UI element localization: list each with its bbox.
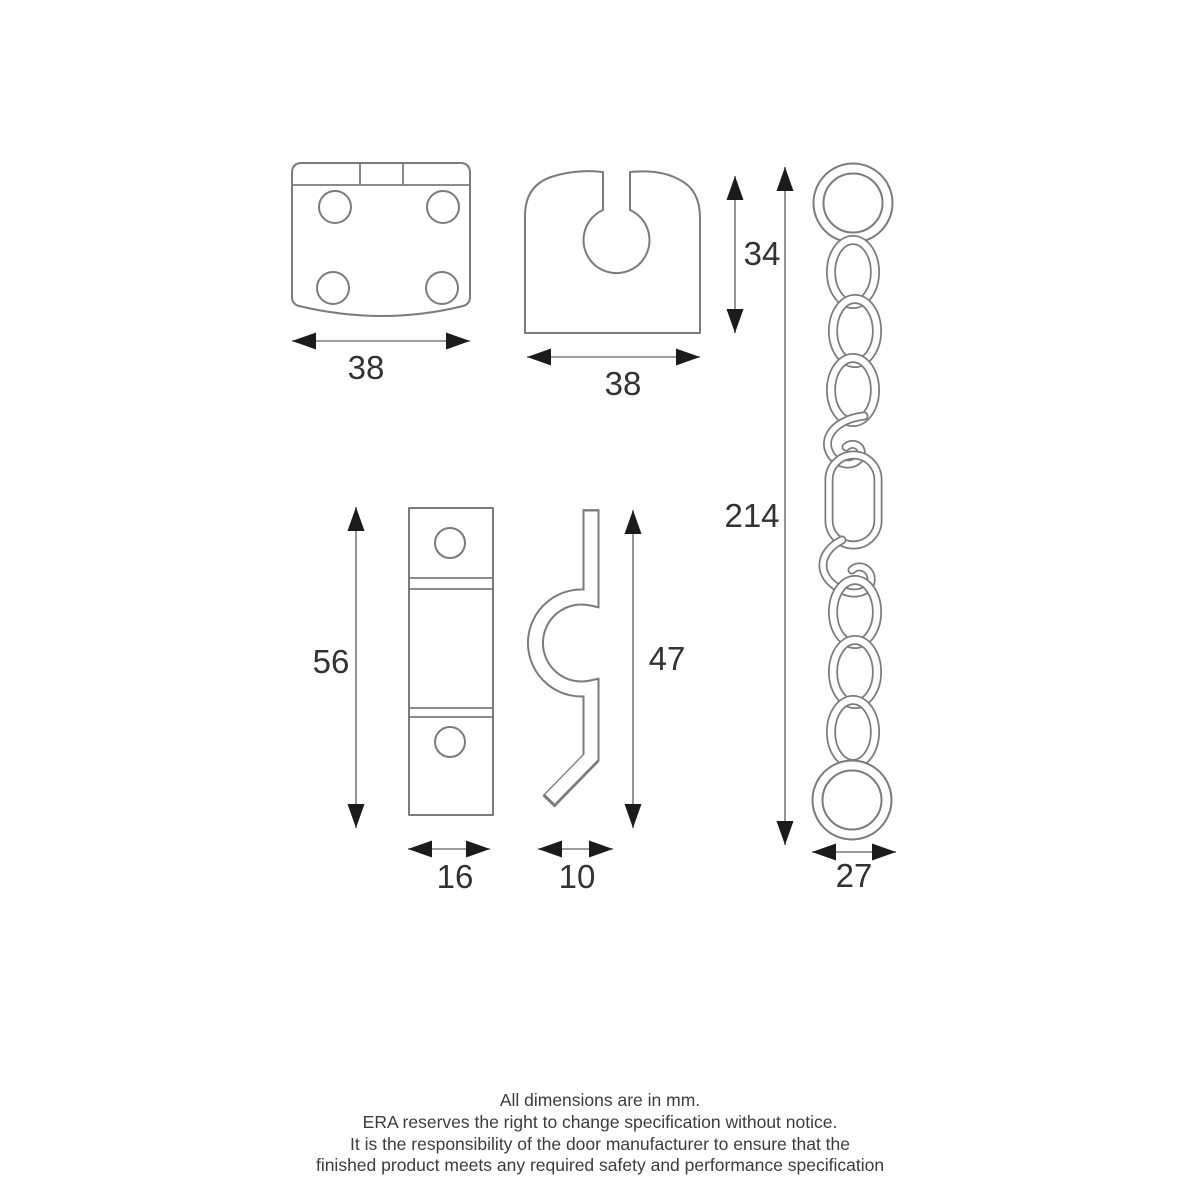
dim-label-end-ring-width: 27: [835, 857, 873, 894]
dim-arrow-keep-width: [527, 349, 700, 366]
dim-label-door-plate-height: 56: [312, 643, 350, 680]
dim-arrow-top-plate-width: [292, 333, 470, 350]
chain-assembly-drawing: [818, 169, 888, 835]
dim-arrow-guide-height: [625, 510, 642, 828]
dim-label-door-plate-width: 16: [436, 858, 474, 895]
dim-label-keep-width: 38: [604, 365, 642, 402]
dim-label-top-plate-width: 38: [347, 349, 385, 386]
dim-label-chain-length: 214: [724, 497, 780, 534]
dim-label-keep-height: 34: [743, 235, 781, 272]
keyhole-keep-drawing: [525, 171, 700, 333]
footer-line-units: All dimensions are in mm.: [499, 1090, 701, 1110]
dim-arrow-door-plate-height: [348, 507, 365, 828]
footer-line-responsibility-1: It is the responsibility of the door manufacturer to ensure that the: [350, 1133, 850, 1154]
four-hole-plate-drawing: [292, 163, 470, 316]
dim-label-guide-height: 47: [648, 640, 686, 677]
dim-arrow-door-plate-width: [408, 841, 490, 858]
dim-arrow-guide-width: [538, 841, 613, 858]
dim-arrow-keep-height: [727, 176, 744, 333]
s-guide-profile-drawing: [535, 510, 599, 807]
two-hole-plate-drawing: [409, 508, 493, 815]
footer-disclaimer: [0, 1090, 1200, 1177]
dim-label-guide-width: 10: [558, 858, 596, 895]
footer-line-rights: ERA reserves the right to change specification without notice.: [362, 1111, 838, 1132]
footer-line-responsibility-2: finished product meets any required safety and performance specification: [315, 1155, 885, 1176]
